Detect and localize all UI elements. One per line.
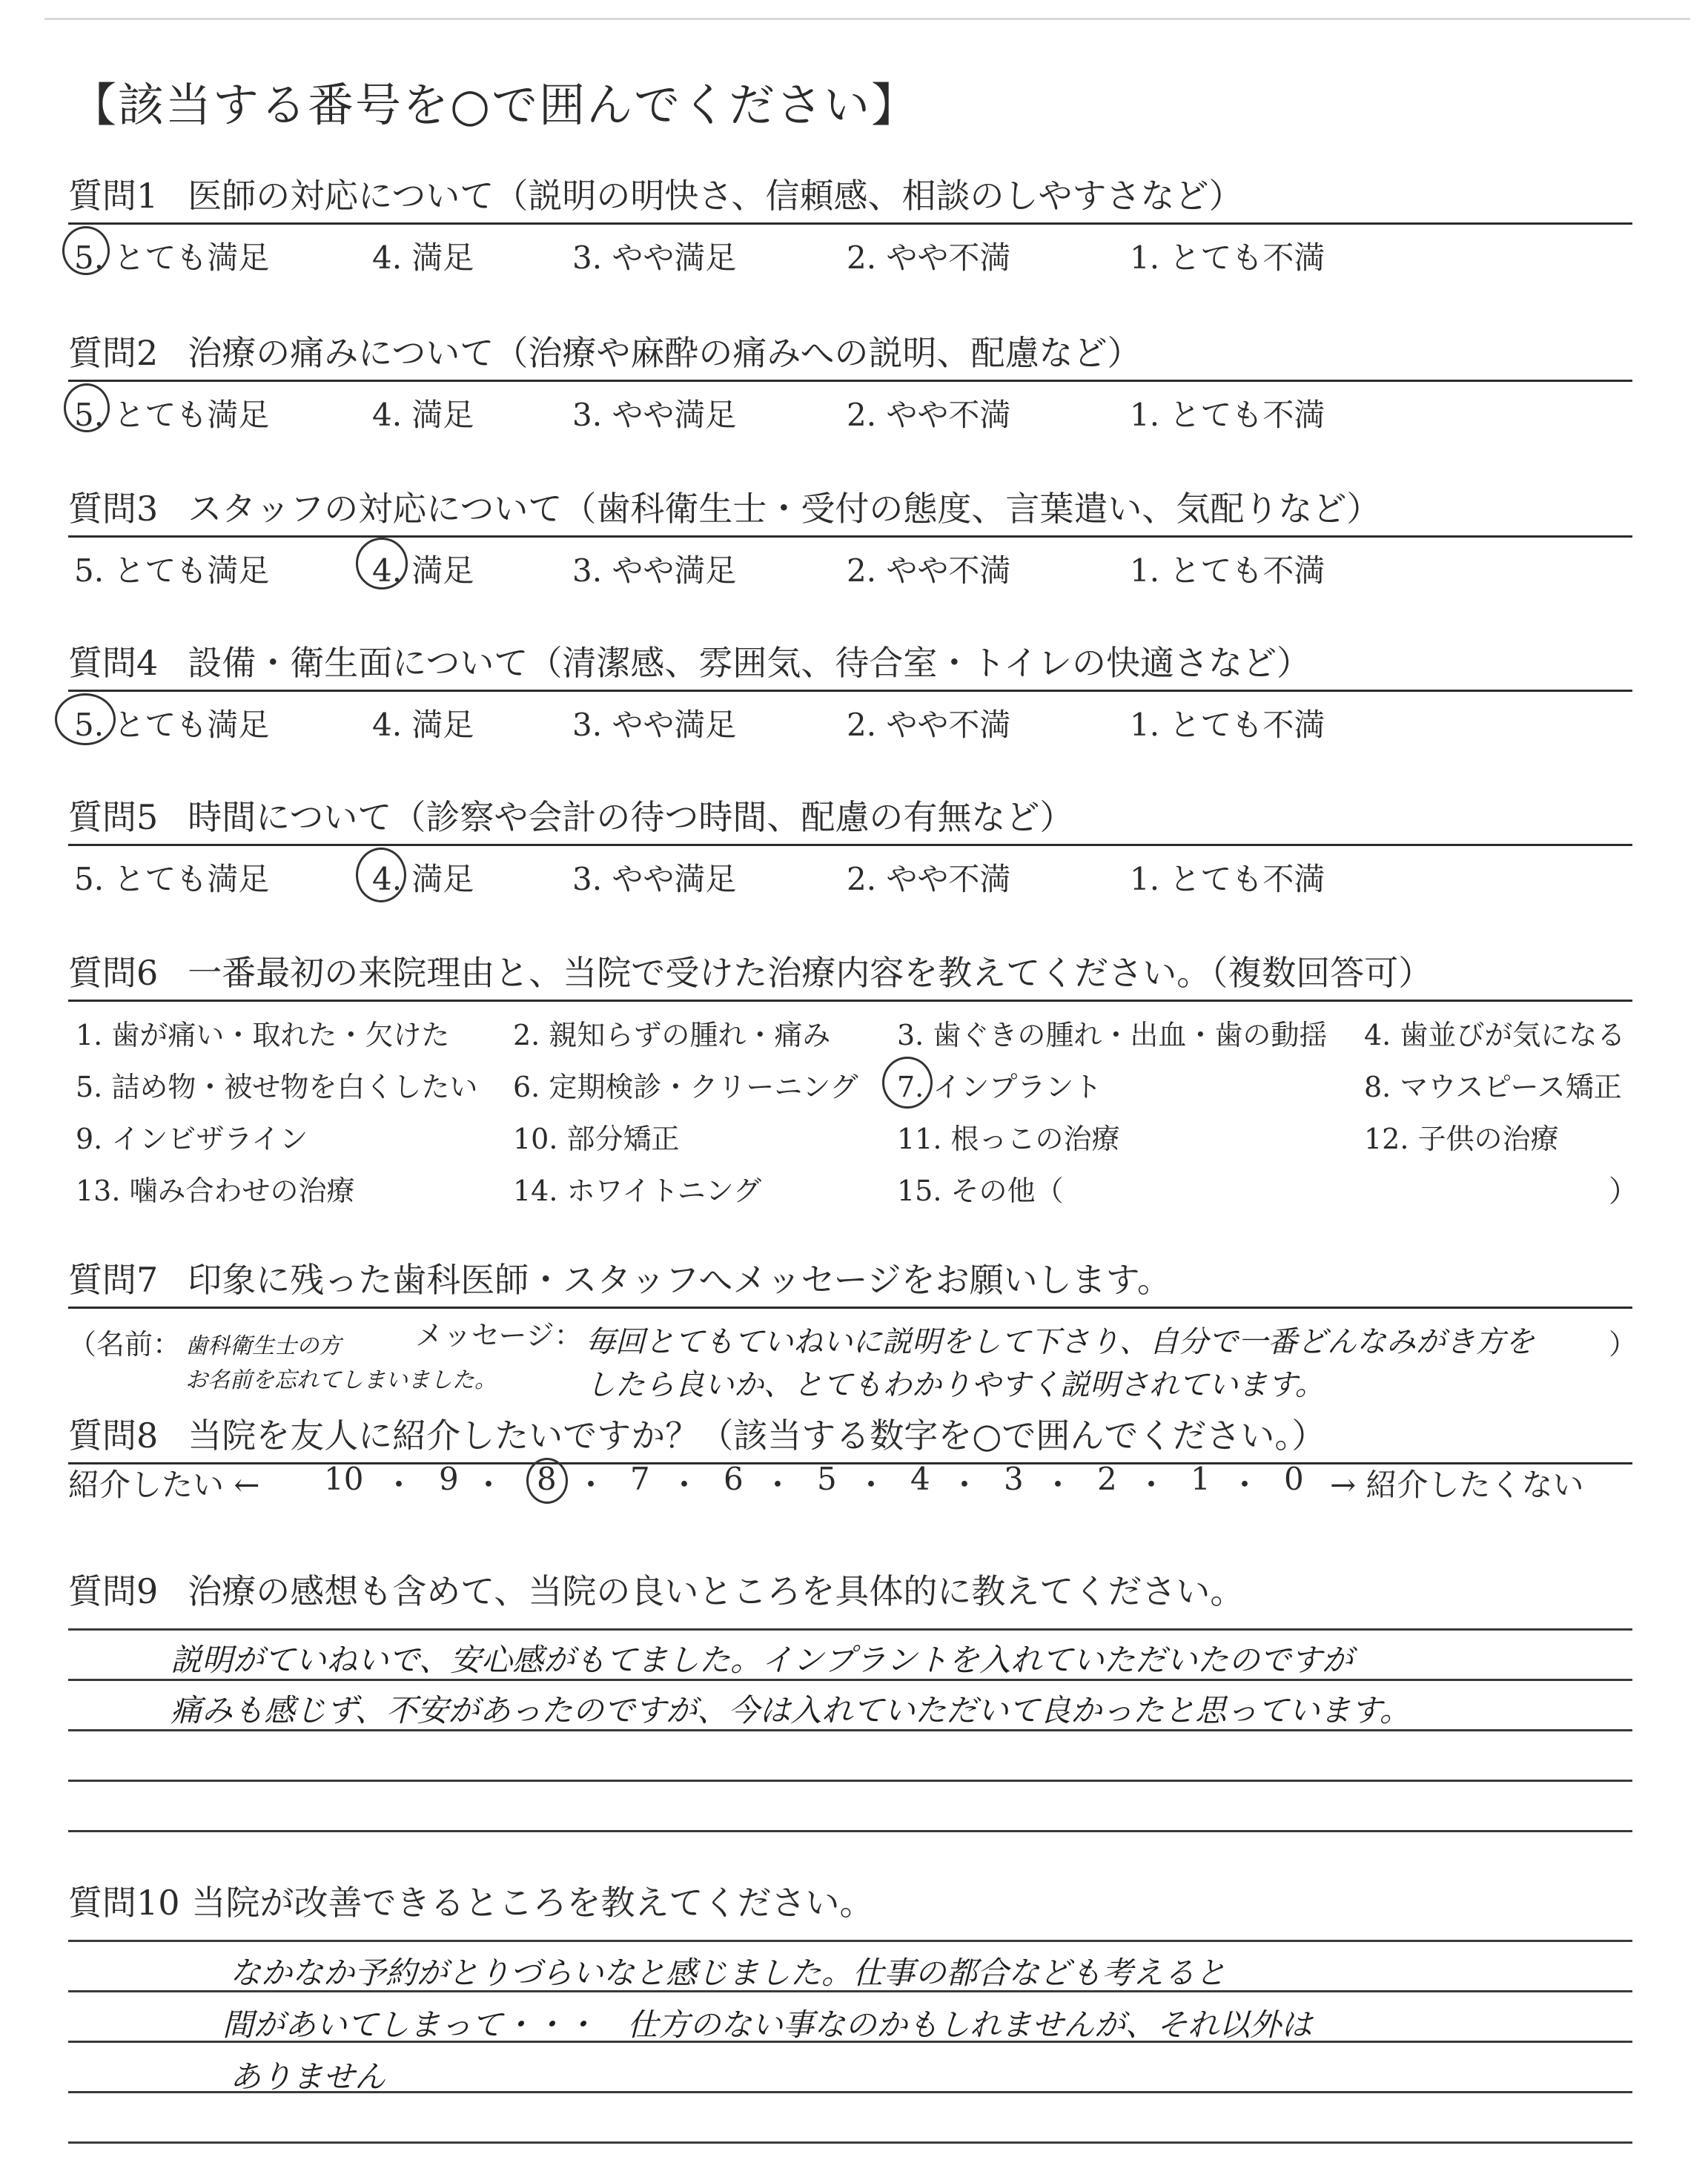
question-3-title: 質問3 スタッフの対応について（歯科衛生士・受付の態度、言葉遣い、気配りなど） xyxy=(68,482,1632,538)
option-3[interactable]: 3. やや満足 xyxy=(572,861,737,897)
question-6-title: 質問6 一番最初の来院理由と、当院で受けた治療内容を教えてください。（複数回答可） xyxy=(68,946,1632,1002)
option-3[interactable]: 3. やや満足 xyxy=(572,240,737,276)
scale-7[interactable]: 7 xyxy=(630,1461,650,1497)
question-9-title: 質問9 治療の感想も含めて、当院の良いところを具体的に教えてください。 xyxy=(68,1571,1245,1611)
question-5 xyxy=(68,790,1632,897)
option-4[interactable]: 4. 満足 xyxy=(372,861,474,897)
question-3 xyxy=(68,482,1632,589)
question-4-options xyxy=(68,692,1632,743)
q6-option-12[interactable]: 12. 子供の治療 xyxy=(1364,1123,1559,1155)
scale-4[interactable]: 4 xyxy=(910,1461,930,1497)
question-1-title: 質問1 医師の対応について（説明の明快さ、信頼感、相談のしやすさなど） xyxy=(68,169,1632,225)
option-5[interactable]: 5. とても満足 xyxy=(74,552,270,589)
q6-option-7[interactable]: 7. インプラント xyxy=(897,1071,1102,1103)
answer-line xyxy=(68,1940,1632,1942)
option-5[interactable]: 5. とても満足 xyxy=(74,240,270,276)
scale-0[interactable]: 0 xyxy=(1284,1461,1304,1497)
answer-line xyxy=(68,2141,1632,2144)
q6-option-15[interactable]: 15. その他（ xyxy=(897,1175,1064,1207)
scale-2[interactable]: 2 xyxy=(1097,1461,1117,1497)
q6-option-3[interactable]: 3. 歯ぐきの腫れ・出血・歯の動揺 xyxy=(897,1019,1328,1051)
question-5-title: 質問5 時間について（診察や会計の待つ時間、配慮の有無など） xyxy=(68,790,1632,846)
q6-option-4[interactable]: 4. 歯並びが気になる xyxy=(1364,1019,1626,1051)
handwritten-answer-9-1: 説明がていねいで、安心感がもてました。インプラントを入れていただいたのですが xyxy=(171,1642,1354,1678)
q6-option-5[interactable]: 5. 詰め物・被せ物を白くしたい xyxy=(76,1071,478,1103)
scale-6[interactable]: 6 xyxy=(724,1461,744,1497)
q6-option-1[interactable]: 1. 歯が痛い・取れた・欠けた xyxy=(76,1019,450,1051)
option-3[interactable]: 3. やや満足 xyxy=(572,552,737,589)
question-2 xyxy=(68,326,1632,433)
option-4[interactable]: 4. 満足 xyxy=(372,240,474,276)
option-1[interactable]: 1. とても不満 xyxy=(1130,397,1325,433)
answer-line xyxy=(68,1780,1632,1782)
option-5[interactable]: 5. とても満足 xyxy=(74,707,270,743)
q6-option-9[interactable]: 9. インビザライン xyxy=(76,1123,308,1155)
handwritten-name-1: 歯科衛生士の方 xyxy=(185,1333,341,1359)
name-label: （名前： xyxy=(68,1328,182,1361)
option-4[interactable]: 4. 満足 xyxy=(372,397,474,433)
option-2[interactable]: 2. やや不満 xyxy=(847,861,1011,897)
scale-3[interactable]: 3 xyxy=(1004,1461,1024,1497)
scale-5[interactable]: 5 xyxy=(817,1461,837,1497)
answer-line xyxy=(68,1628,1632,1631)
option-4[interactable]: 4. 満足 xyxy=(372,552,474,589)
option-4[interactable]: 4. 満足 xyxy=(372,707,474,743)
scale-left-label: 紹介したい ← xyxy=(68,1467,260,1503)
q6-option-14[interactable]: 14. ホワイトニング xyxy=(513,1175,762,1207)
question-5-options xyxy=(68,846,1632,897)
question-7-title: 質問7 印象に残った歯科医師・スタッフへメッセージをお願いします。 xyxy=(68,1253,1632,1309)
question-1 xyxy=(68,169,1632,276)
handwritten-message-1: 毎回とてもていねいに説明をして下さり、自分で一番どんなみがき方を xyxy=(586,1325,1535,1359)
scale-1[interactable]: 1 xyxy=(1191,1461,1211,1497)
handwritten-answer-9-2: 痛みも感じず、不安があったのですが、今は入れていただいて良かったと思っています。 xyxy=(171,1692,1411,1728)
question-4-title: 質問4 設備・衛生面について（清潔感、雰囲気、待合室・トイレの快適さなど） xyxy=(68,636,1632,692)
q6-option-10[interactable]: 10. 部分矯正 xyxy=(513,1123,680,1155)
option-3[interactable]: 3. やや満足 xyxy=(572,707,737,743)
close-paren: ） xyxy=(1609,1328,1638,1361)
question-10 xyxy=(68,1876,1632,1925)
question-6 xyxy=(68,946,1638,1224)
scale-right-label: → 紹介したくない xyxy=(1330,1467,1584,1503)
q6-option-13[interactable]: 13. 噛み合わせの治療 xyxy=(76,1175,355,1207)
scale-10[interactable]: 10 xyxy=(324,1461,364,1497)
page-header: 【該当する番号を○で囲んでください】 xyxy=(70,78,919,132)
question-2-options xyxy=(68,382,1632,433)
q6-option-8[interactable]: 8. マウスピース矯正 xyxy=(1364,1071,1622,1103)
option-1[interactable]: 1. とても不満 xyxy=(1130,861,1325,897)
handwritten-message-2: したら良いか、とてもわかりやすく説明されています。 xyxy=(586,1368,1325,1402)
option-2[interactable]: 2. やや不満 xyxy=(847,397,1011,433)
handwritten-answer-10-2: 間があいてしまって・・・ 仕方のない事なのかもしれませんが、それ以外は xyxy=(222,2007,1313,2043)
q6-option-11[interactable]: 11. 根っこの治療 xyxy=(897,1123,1120,1155)
question-2-title: 質問2 治療の痛みについて（治療や麻酔の痛みへの説明、配慮など） xyxy=(68,326,1632,382)
question-1-options xyxy=(68,225,1632,276)
option-1[interactable]: 1. とても不満 xyxy=(1130,552,1325,589)
question-3-options xyxy=(68,538,1632,589)
question-8-title: 質問8 当院を友人に紹介したいですか？（該当する数字を○で囲んでください。） xyxy=(68,1409,1632,1464)
handwritten-answer-10-1: なかなか予約がとりづらいなと感じました。仕事の都合なども考えると xyxy=(230,1955,1227,1991)
scale-9[interactable]: 9 xyxy=(439,1461,459,1497)
question-9 xyxy=(68,1565,1632,1614)
question-10-title: 質問10 当院が改善できるところを教えてください。 xyxy=(68,1883,874,1923)
survey-page: 【該当する番号を○で囲んでください】 質問1 医師の対応について（説明の明快さ、信頼感、相談のしやすさなど） 5. とても満足 4. 満足 3. やや満足 2. やや不満 1. とても不満 質問2 治療の痛みについて（治療や麻酔の痛みへの説明、配慮など） 5. とても満足 4. 満足 3. やや満足 2. やや不満 1. とても不満 質問3 スタッフの対応について（歯科衛生士・受付の態度、言葉遣い、気配りなど） 5. とても満足 4. 満足 3. やや満足 2. やや不満 1. とても不満 質問4 設備・衛生面について（清潔感、雰囲気、待合室・トイレの快適さなど） 5. とても満足 4. 満足 3. やや満足 2. やや不満 1. とても不満 質問5 時間について（診察や会計の待つ時間、配慮の有無など） 5. とても満足 4. 満足 3. やや満足 2. やや不満 1. とても不満 質問6 一番最初の来院理由と、当院で受けた治療内容を教えてください。（複数回答可） 1. 歯が痛い・取れた・欠けた 2. 親知らずの腫れ・痛み 3. 歯ぐきの腫れ・出血・歯の動揺 4. 歯並びが気になる 5. 詰め物・被せ物を白くしたい 6. 定期検診・クリーニング 7. インプラント 8. マウスピース矯正 9. インビザライン 10. 部分矯正 11. 根っこの治療 12. 子供の治療 13. 噛み合わせの治療 14. ホワイトニング 15. その他（ ） 質問7 印象に残った歯科医師・スタッフへメッセージをお願いします。 （名前： メッセージ： 歯科衛生士の方 お名前を忘れてしまいました。 毎回とてもていねいに説明をして下さり、自分で一番どんなみがき方を したら良いか、とてもわかりやすく説明されています。 ） 質問8 当院を友人に紹介したいですか？（該当する数字を○で囲んでください。） 紹介したい ← 10 ・ 9 ・ 8 ・ 7 ・ 6 ・ 5 ・ 4 ・ 3 ・ 2 ・ 1 ・ 0 → 紹介したくない 質問9 治療の感想も含めて、当院の良いところを具体的に教えてください。 説明がていねいで、安心感がもてました。インプラントを入れていただいたのですが 痛みも感じず、不安があったのですが、今は入れていただいて良かったと思っています。 質問10 当院が改善できるところを教えてください。 なかなか予約がとりづらいなと感じました。仕事の都合なども考えると 間があいてしまって・・・ 仕方のない事なのかもしれませんが、それ以外は ありません xyxy=(0,0,1708,2160)
option-2[interactable]: 2. やや不満 xyxy=(847,707,1011,743)
option-1[interactable]: 1. とても不満 xyxy=(1130,707,1325,743)
question-4 xyxy=(68,636,1632,743)
scale-8[interactable]: 8 xyxy=(537,1461,557,1497)
option-5[interactable]: 5. とても満足 xyxy=(74,397,270,433)
q6-option-6[interactable]: 6. 定期検診・クリーニング xyxy=(513,1071,858,1103)
option-2[interactable]: 2. やや不満 xyxy=(847,240,1011,276)
handwritten-name-2: お名前を忘れてしまいました。 xyxy=(185,1367,497,1393)
answer-line xyxy=(68,1830,1632,1832)
question-7 xyxy=(68,1253,1632,1309)
option-1[interactable]: 1. とても不満 xyxy=(1130,240,1325,276)
top-rule xyxy=(44,18,1690,20)
option-3[interactable]: 3. やや満足 xyxy=(572,397,737,433)
option-5[interactable]: 5. とても満足 xyxy=(74,861,270,897)
question-8 xyxy=(68,1409,1632,1464)
close-paren: ） xyxy=(1609,1175,1638,1209)
q6-option-2[interactable]: 2. 親知らずの腫れ・痛み xyxy=(513,1019,831,1051)
question-6-options xyxy=(68,1002,1638,1224)
option-2[interactable]: 2. やや不満 xyxy=(847,552,1011,589)
handwritten-answer-10-3: ありません xyxy=(230,2058,386,2095)
message-label: メッセージ： xyxy=(415,1319,583,1352)
